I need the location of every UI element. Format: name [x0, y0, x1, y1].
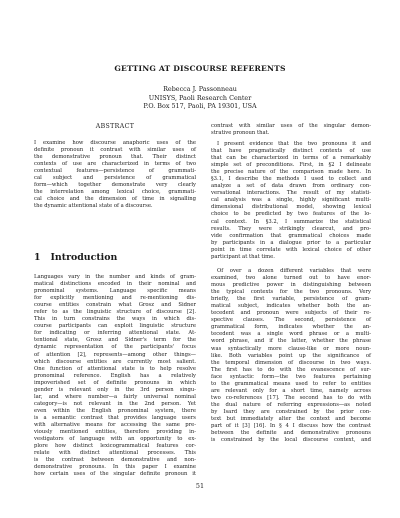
- right-line: §3.1, I describe the methods I used to collect and: [211, 176, 371, 183]
- section-number: 1: [34, 252, 41, 263]
- intro-line: of attention [2], represents—among other things—: [34, 351, 196, 358]
- author-address: P.O. Box 517, Paoli, PA 19301, USA: [143, 102, 257, 111]
- right-line: are relevant only for a short time, namely across: [211, 387, 371, 394]
- author-affiliation: UNISYS, Paoli Research Center: [148, 93, 252, 102]
- intro-line: is the contrast between demonstrative and non-: [34, 457, 196, 464]
- section-title: Introduction: [50, 252, 118, 263]
- right-line: face syntactic form—the two features pertaining: [211, 373, 371, 380]
- abstract-line: cal choice and the dimension of time in signalling: [34, 196, 196, 203]
- right-line: to the grammatical means used to refer to entities: [211, 380, 371, 387]
- intro-line: relate with distinct attentional processes. This: [34, 450, 196, 457]
- right-line: analyze a set of data drawn from ordinary con-: [211, 183, 371, 190]
- right-line: word phrase, and if the latter, whether the phrase: [211, 338, 371, 345]
- right-line: choice to be predicted by two features of the lo-: [211, 211, 371, 218]
- section-heading: [34, 252, 117, 263]
- right-line: dimensional distributional model, showing lexical: [211, 204, 371, 211]
- right-line: text but immediately alter the context and become: [211, 415, 371, 422]
- intro-line: pronominal reference. English has a relatively: [34, 372, 196, 379]
- intro-line: matical distinctions encoded in their nominal and: [34, 281, 196, 288]
- right-line: examined, two alone turned out to have enor-: [211, 275, 371, 282]
- right-line: the dual nature of referring expressions—as noted: [211, 401, 371, 408]
- page-number: 51: [195, 482, 205, 490]
- abstract-line: form—which together demonstrate very clearly: [34, 182, 196, 189]
- intro-line: is a semantic contrast that provides language users: [34, 414, 196, 421]
- right-line: part of it [3] [16]. In § 4 I discuss how the contrast: [211, 423, 371, 430]
- intro-line: This in turn constrains the ways in which dis-: [34, 316, 196, 323]
- right-para-2: [211, 141, 371, 261]
- right-line: I present evidence that the two pronouns it and: [217, 141, 371, 147]
- right-line: contrast with similar uses of the singular demon-: [211, 123, 371, 129]
- intro-line: which discourse entities are currently most salient.: [34, 358, 196, 365]
- right-para-1: [211, 123, 371, 137]
- intro-line: One function of attentional state is to help resolve: [34, 365, 196, 372]
- right-line: between the definite and demonstrative pronouns: [211, 430, 371, 437]
- right-line: vide confirmation that grammatical choices made: [211, 232, 371, 239]
- intro-line: Languages vary in the number and kinds of gram-: [34, 274, 196, 280]
- right-para-3: [211, 268, 371, 444]
- right-line: matical subject, indicates whether both the an-: [211, 303, 371, 310]
- right-line: that have pragmatically distinct contexts of use: [211, 148, 371, 155]
- right-line: participant at that time.: [211, 253, 275, 260]
- right-line: is constrained by the local discourse context, and: [211, 437, 371, 444]
- right-line: the typical contexts for the two pronouns. Very: [211, 289, 371, 296]
- intro-line: viously mentioned entities, therefore providing in-: [34, 429, 196, 436]
- intro-line: how certain uses of the singular definite pronoun it: [34, 471, 196, 478]
- right-line: results. They were strikingly clearcut, and pro-: [211, 225, 371, 232]
- intro-line: for explicitly mentioning and re-mentioning dis-: [34, 295, 196, 302]
- intro-line: dynamic representation of the participants' focus: [34, 344, 196, 351]
- intro-line: for indicating or inferring attentional state. At-: [34, 330, 196, 337]
- right-line: grammatical form, indicates whether the an-: [211, 324, 371, 331]
- right-line: cal analysis was a single, highly significant multi-: [211, 197, 371, 204]
- intro-line: refer to as the linguistic structure of discourse [2].: [34, 309, 196, 316]
- right-line: briefly, the first variable, persistence of gram-: [211, 296, 371, 303]
- right-line: simple set of preconditions. First, in §2 I delineate: [211, 162, 371, 169]
- right-line: strative pronoun that.: [211, 130, 270, 137]
- intro-line: tentional state, Grosz and Sidner's term for the: [34, 337, 196, 344]
- abstract-line: contextual features—persistence of grammati-: [34, 168, 196, 175]
- right-line: The first has to do with the evanescence of sur-: [211, 366, 371, 373]
- abstract-text: [34, 140, 196, 210]
- abstract-line: the demonstrative pronoun that. Their distinct: [34, 154, 196, 161]
- intro-line: even within the English pronominal system, there: [34, 407, 196, 414]
- right-line: point in time correlate with lexical choice of other: [211, 246, 371, 253]
- right-line: spective clauses. The second, persistence of: [211, 317, 371, 324]
- intro-line: lar, and where number—a fairly universal nominal: [34, 393, 196, 400]
- right-line: Of over a dozen different variables that were: [217, 268, 371, 274]
- intro-line: course participants can exploit linguistic structure: [34, 323, 196, 330]
- right-line: the precise nature of the comparison made here. In: [211, 169, 371, 176]
- intro-line: vestigators of language with an opportunity to ex-: [34, 436, 196, 443]
- intro-line: course entities constrain what Grosz and Sidner: [34, 302, 196, 309]
- intro-line: gender is relevant only in the 3rd person singu-: [34, 386, 196, 393]
- right-line: versational interactions. The result of my statisti-: [211, 190, 371, 197]
- author-block: [0, 85, 400, 111]
- abstract-line: contexts of use are characterized in terms of two: [34, 161, 196, 168]
- abstract-line: I examine how discourse anaphoric uses of the: [34, 140, 196, 146]
- abstract-line: the dynamic attentional state of a discourse.: [34, 203, 153, 210]
- intro-line: pronominal systems. Language specific means: [34, 288, 196, 295]
- intro-line: with alternative means for accessing the same pre-: [34, 421, 196, 428]
- right-line: tecedent was a single word phrase or a multi-: [211, 331, 371, 338]
- paper-title: GETTING AT DISCOURSE REFERENTS: [114, 64, 286, 73]
- abstract-line: definite pronoun it contrast with similar uses of: [34, 147, 196, 154]
- right-line: was syntactically more clause-like or more noun-: [211, 345, 371, 352]
- abstract-line: cal subject and persistence of grammatical: [34, 175, 196, 182]
- author-name: Rebecca J. Passonneau: [163, 85, 237, 93]
- right-line: tecedent and pronoun were subjects of their re-: [211, 310, 371, 317]
- right-line: by participants in a dialogue prior to a particular: [211, 239, 371, 246]
- right-line: two co-references [17]. The second has to do with: [211, 394, 371, 401]
- abstract-heading: ABSTRACT: [95, 123, 135, 130]
- right-line: that can be characterized in terms of a remarkably: [211, 155, 371, 162]
- intro-line: plore how distinct lexicogrammatical features cor-: [34, 443, 196, 450]
- intro-line: category—is not relevant in the 2nd person. Yet: [34, 400, 196, 407]
- right-line: mous predictive power in distinguishing between: [211, 282, 371, 289]
- right-line: cal context. In §3.2, I summarize the statistical: [211, 218, 371, 225]
- intro-line: demonstrative pronouns. In this paper I examine: [34, 464, 196, 471]
- right-line: like. Both variables point up the significance of: [211, 352, 371, 359]
- right-line: the temporal dimension of discourse in two ways.: [211, 359, 371, 366]
- right-line: by Isard they are constrained by the prior con-: [211, 408, 371, 415]
- abstract-line: the interrelation among lexical choice, grammati-: [34, 189, 196, 196]
- introduction-text: [34, 274, 196, 478]
- intro-line: impoverished set of definite pronouns in which: [34, 379, 196, 386]
